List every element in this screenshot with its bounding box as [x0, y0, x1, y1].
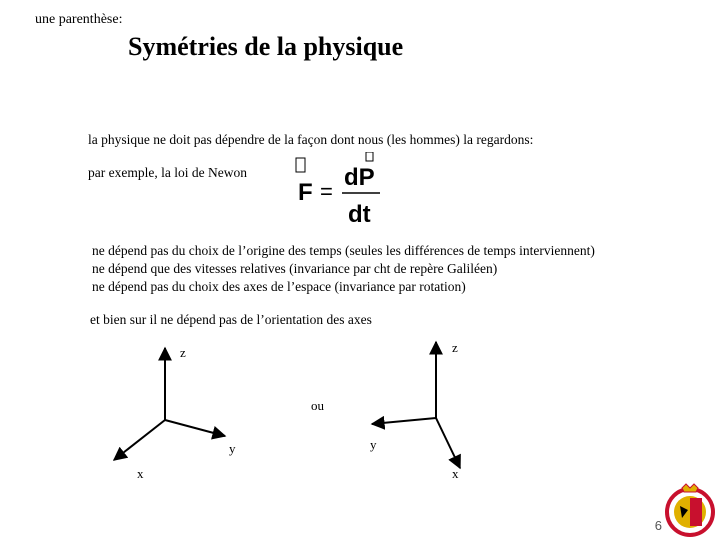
formula-equals: = [320, 179, 333, 204]
university-seal-logo [664, 482, 716, 538]
formula-force: F [298, 179, 313, 206]
right-axes [370, 340, 460, 481]
right-x-axis [436, 418, 460, 468]
left-y-label: y [229, 441, 236, 456]
left-z-label: z [180, 345, 186, 360]
page-number: 6 [654, 518, 662, 533]
right-x-label: x [452, 466, 459, 481]
right-y-axis [372, 418, 436, 424]
point-relative-velocity: ne dépend que des vitesses relatives (invariance par cht de repère Galiléen) [92, 261, 498, 276]
slide-title: Symétries de la physique [128, 32, 404, 61]
right-y-label: y [370, 437, 377, 452]
left-y-axis [165, 420, 225, 436]
point-rotation: ne dépend pas du choix des axes de l’espace (invariance par rotation) [92, 279, 466, 294]
point-time-origin: ne dépend pas du choix de l’origine des temps (seules les différences de temps interviennent) [92, 243, 595, 258]
orientation-text: et bien sur il ne dépend pas de l’orientation des axes [90, 312, 372, 327]
left-axes [114, 345, 236, 481]
formula-numerator: dP [344, 164, 375, 191]
formula-denominator: dt [348, 201, 371, 228]
seal-crown [682, 484, 698, 492]
or-label: ou [311, 398, 324, 413]
intro-text: la physique ne doit pas dépendre de la façon dont nous (les hommes) la regardons: [88, 132, 534, 147]
right-z-label: z [452, 340, 458, 355]
example-text: par exemple, la loi de Newon [88, 165, 247, 180]
header-note: une parenthèse: [35, 12, 123, 27]
left-x-axis [114, 420, 165, 460]
seal-key-half [690, 498, 702, 526]
left-x-label: x [137, 466, 144, 481]
